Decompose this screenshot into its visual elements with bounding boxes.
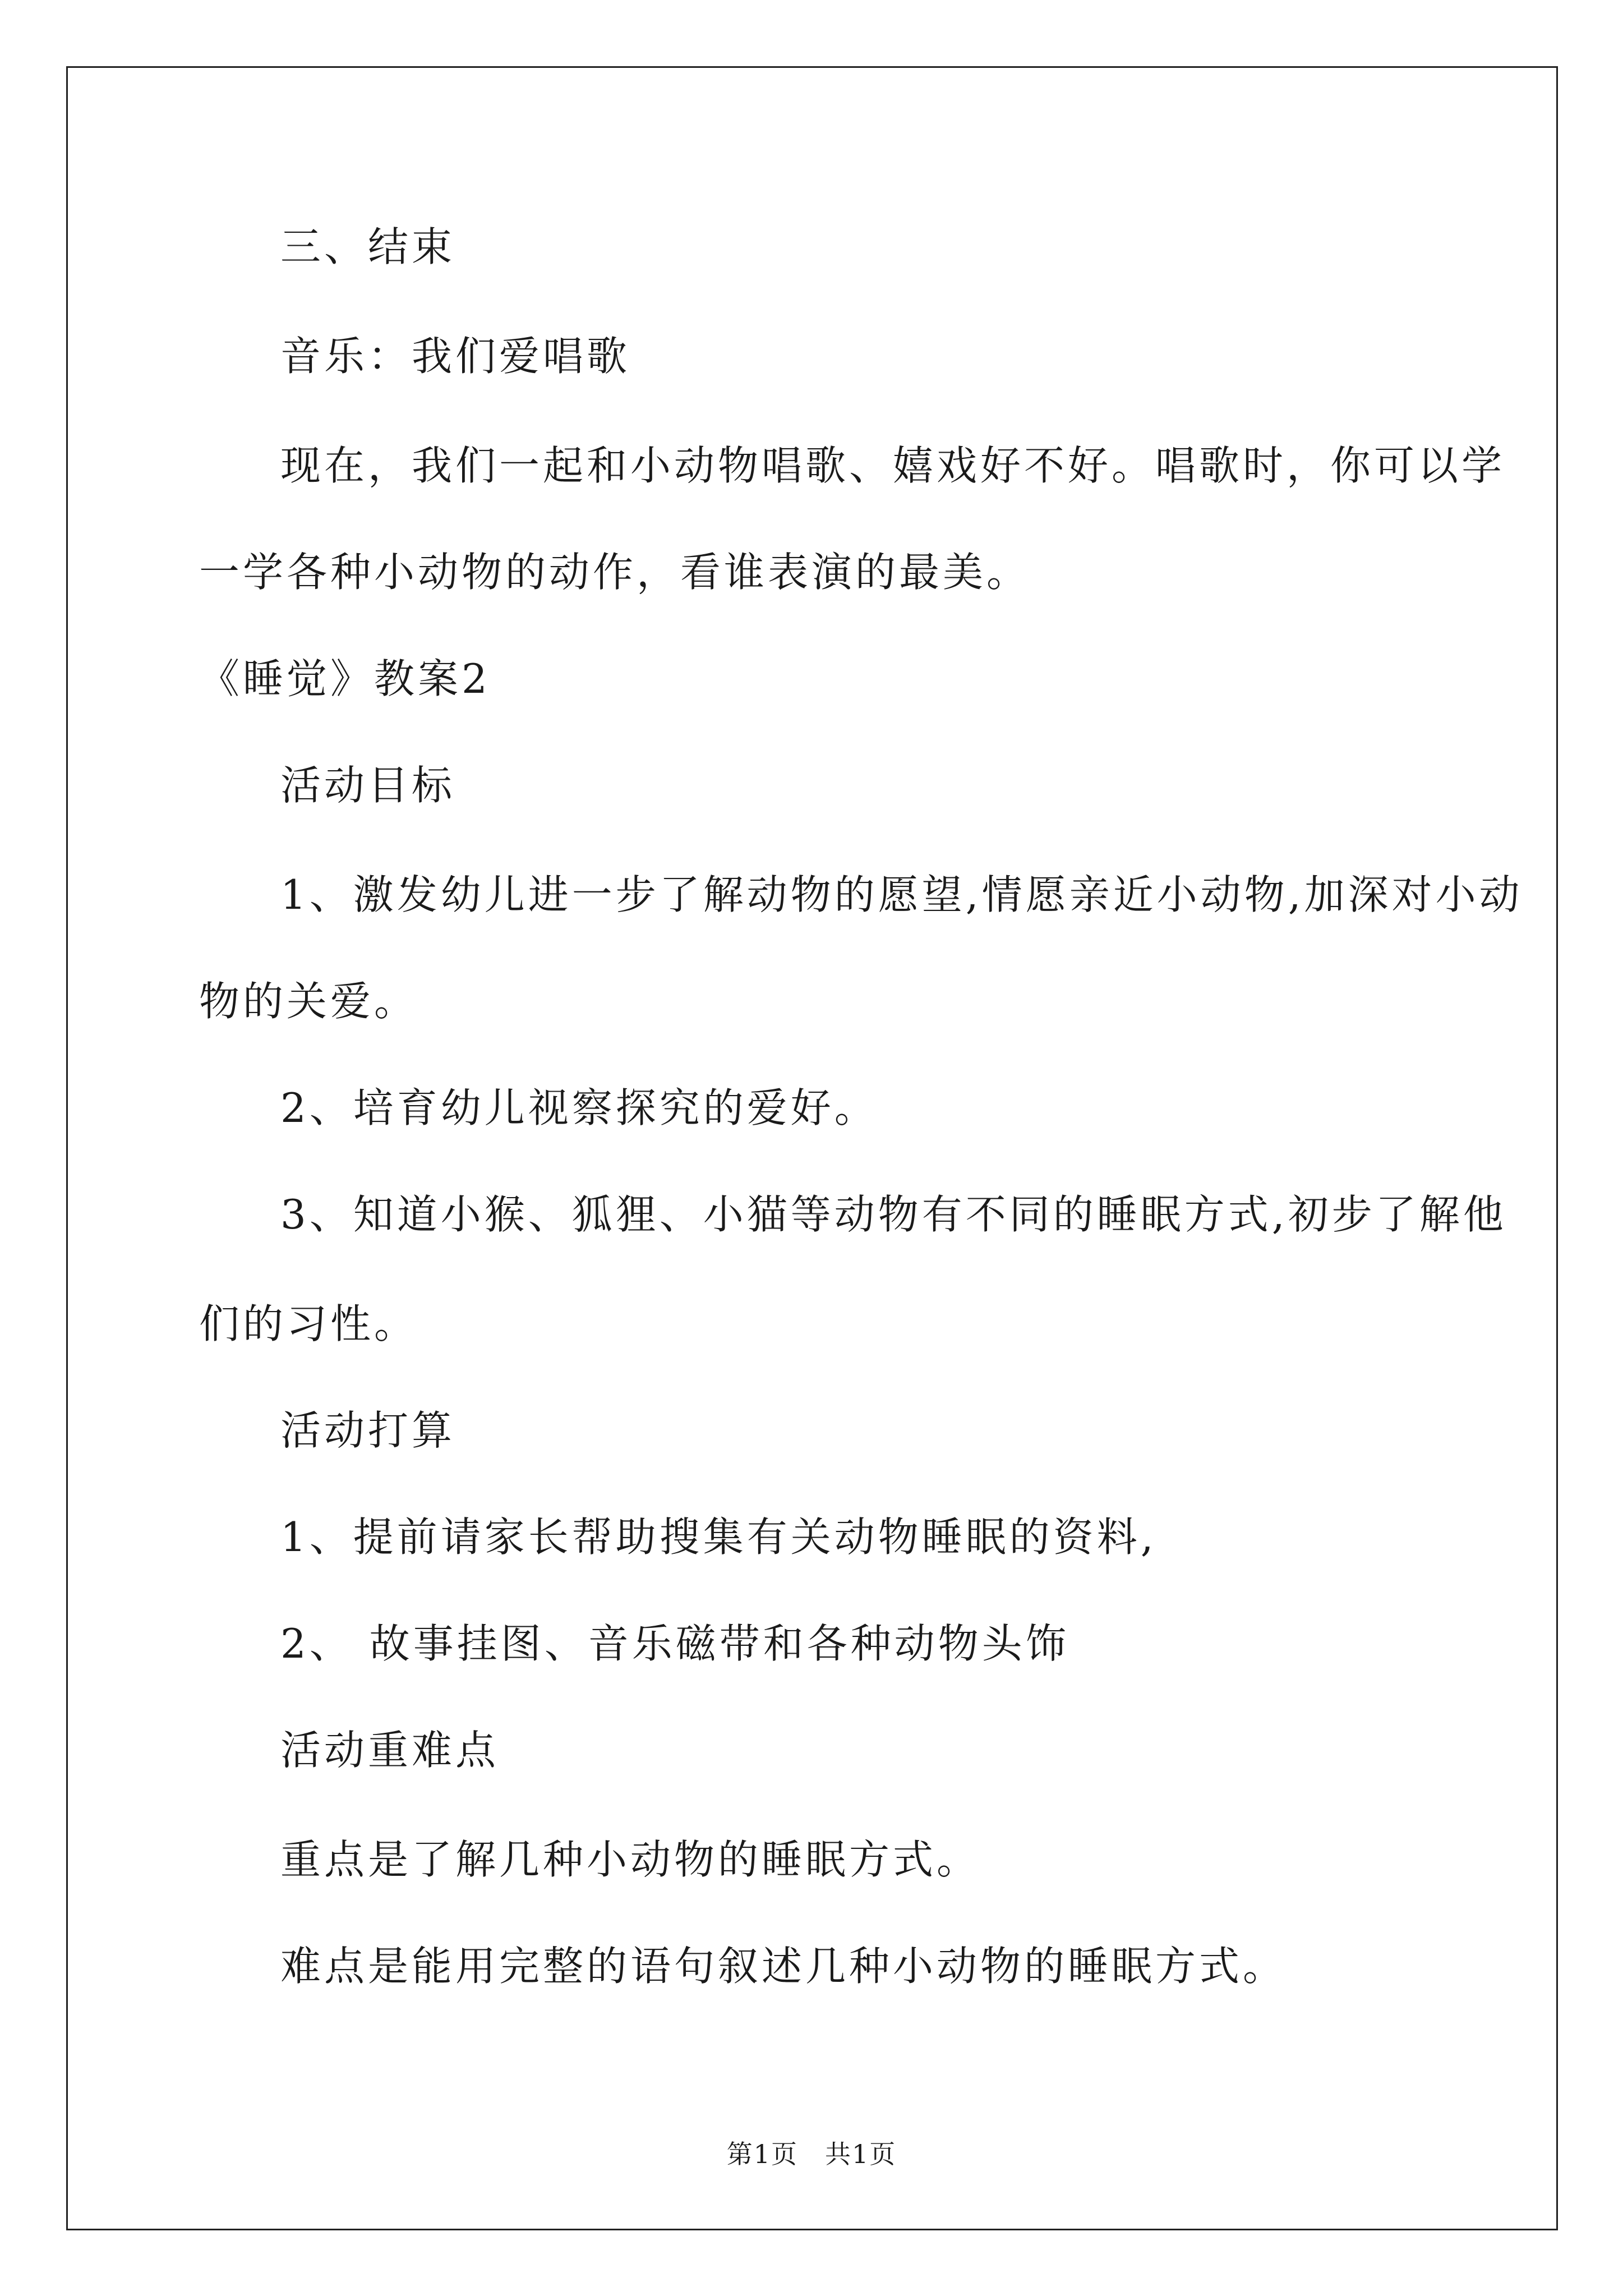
goal-item-3: 3、知道小猴、狐狸、小猫等动物有不同的睡眠方式,初步了解他 (280, 1191, 1507, 1238)
prep-item-1: 1、提前请家长帮助搜集有关动物睡眠的资料, (280, 1513, 1157, 1561)
goal-item-3-cont: 们的习性。 (199, 1300, 418, 1347)
lesson-plan-title: 《睡觉》教案2 (199, 655, 491, 702)
prep-item-2: 2、 故事挂图、音乐磁带和各种动物头饰 (280, 1620, 1069, 1667)
section-heading-goals: 活动目标 (280, 762, 456, 809)
key-point: 重点是了解几种小动物的睡眠方式。 (280, 1836, 981, 1883)
paragraph-line: 一学各种小动物的动作，看谁表演的最美。 (199, 549, 1031, 596)
paragraph-line: 现在，我们一起和小动物唱歌、嬉戏好不好。唱歌时，你可以学 (280, 442, 1506, 489)
difficult-point: 难点是能用完整的语句叙述几种小动物的睡眠方式。 (280, 1943, 1287, 1990)
section-heading-key-points: 活动重难点 (280, 1727, 500, 1774)
page-frame (66, 66, 1558, 2230)
section-heading-end: 三、结束 (280, 223, 456, 270)
goal-item-1-cont: 物的关爱。 (199, 978, 418, 1025)
goal-item-1: 1、激发幼儿进一步了解动物的愿望,情愿亲近小动物,加深对小动 (280, 871, 1523, 918)
goal-item-2: 2、培育幼儿视察探究的爱好。 (280, 1084, 878, 1131)
music-line: 音乐：我们爱唱歌 (280, 333, 631, 380)
section-heading-preparation: 活动打算 (280, 1407, 456, 1454)
page-footer: 第1页 共1页 (726, 2139, 897, 2169)
